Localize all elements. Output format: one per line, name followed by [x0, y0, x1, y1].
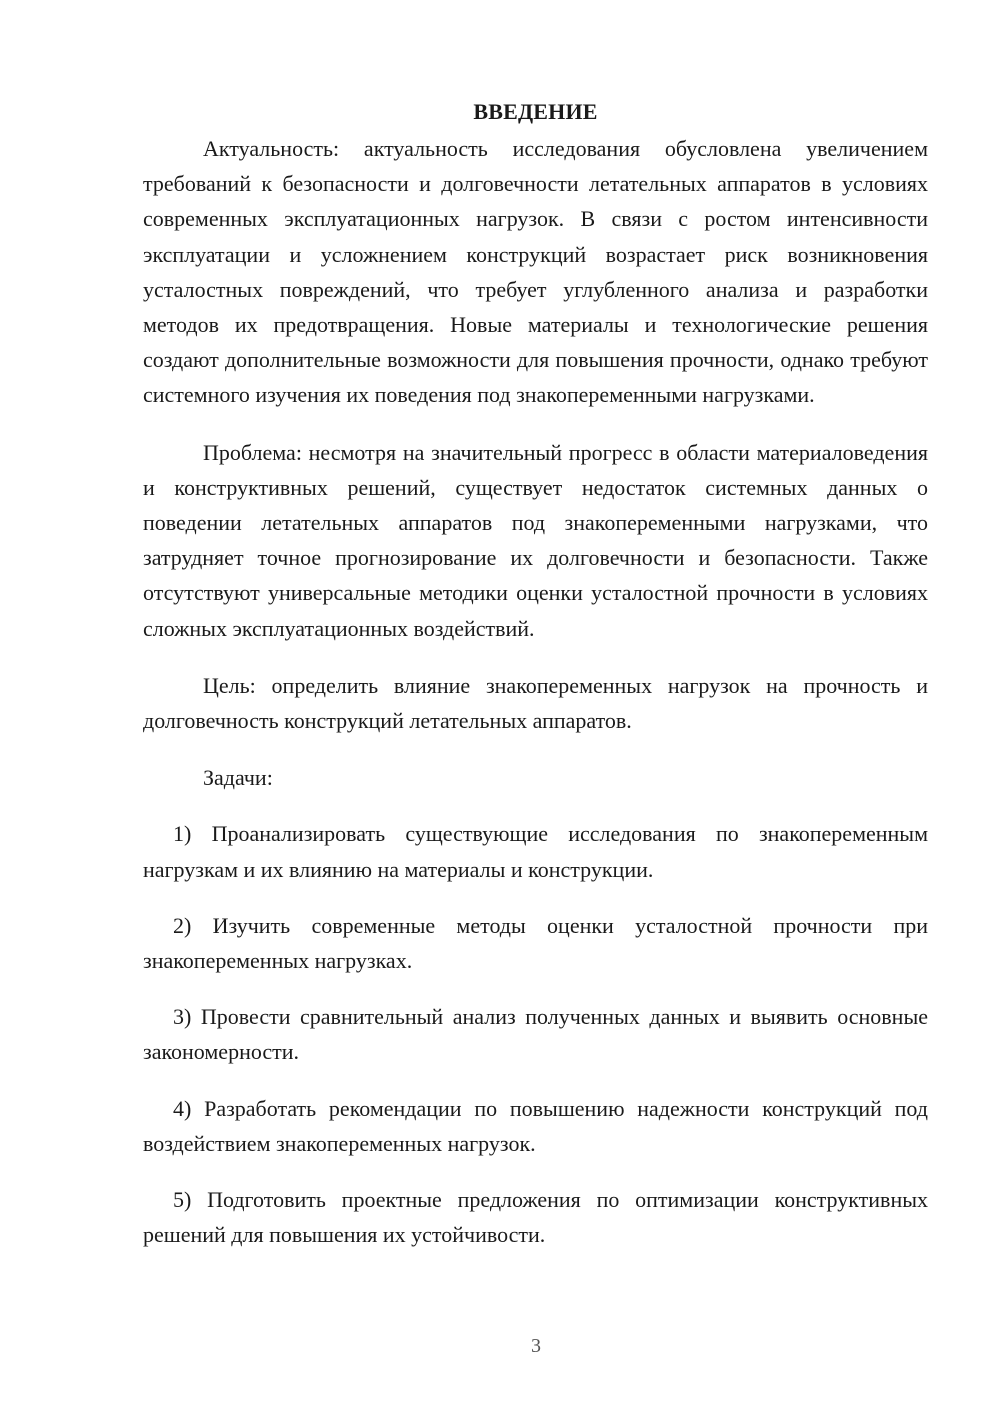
page-content: [143, 94, 928, 1252]
task-item-1: 1) Проанализировать существующие исследования по знакопеременным нагрузкам и их влиянию на материалы и конструкции.: [143, 821, 928, 882]
paragraph-goal: Цель: определить влияние знакопеременных нагрузок на прочность и долговечность конструкций летательных аппаратов.: [143, 672, 928, 734]
section-heading: ВВЕДЕНИЕ: [473, 99, 598, 124]
task-item-2: 2) Изучить современные методы оценки усталостной прочности при знакопеременных нагрузках.: [143, 912, 928, 974]
task-item-5: 5) Подготовить проектные предложения по оптимизации конструктивных решений для повышения их устойчивости.: [143, 1187, 928, 1248]
paragraph-problem: Проблема: несмотря на значительный прогресс в области материаловедения и конструктивных решений, существует недостаток системных данных о поведении летательных аппаратов под знакопеременными нагрузками, что затрудняет точное прогнозирование их долговечности и безопасности. Также отсутствуют универсальные методики оценки усталостной прочности в условиях сложных эксплуатационных воздействий.: [143, 439, 928, 641]
task-item-3: 3) Провести сравнительный анализ полученных данных и выявить основные закономерности.: [143, 1004, 928, 1065]
task-item-4: 4) Разработать рекомендации по повышению надежности конструкций под воздействием знакопеременных нагрузок.: [143, 1095, 928, 1156]
paragraph-relevance: Актуальность: актуальность исследования обусловлена увеличением требований к безопасности и долговечности летательных аппаратов в условиях современных эксплуатационных нагрузок. В связи с ростом интенсивности эксплуатации и усложнением конструкций возрастает риск возникновения усталостных повреждений, что требует углубленного анализа и разработки методов их предотвращения. Новые материалы и технологические решения создают дополнительные возможности для повышения прочности, однако требуют системного изучения их поведения под знакопеременными нагрузками.: [143, 136, 928, 408]
page-number: 3: [531, 1335, 541, 1357]
tasks-label: Задачи:: [203, 765, 273, 791]
